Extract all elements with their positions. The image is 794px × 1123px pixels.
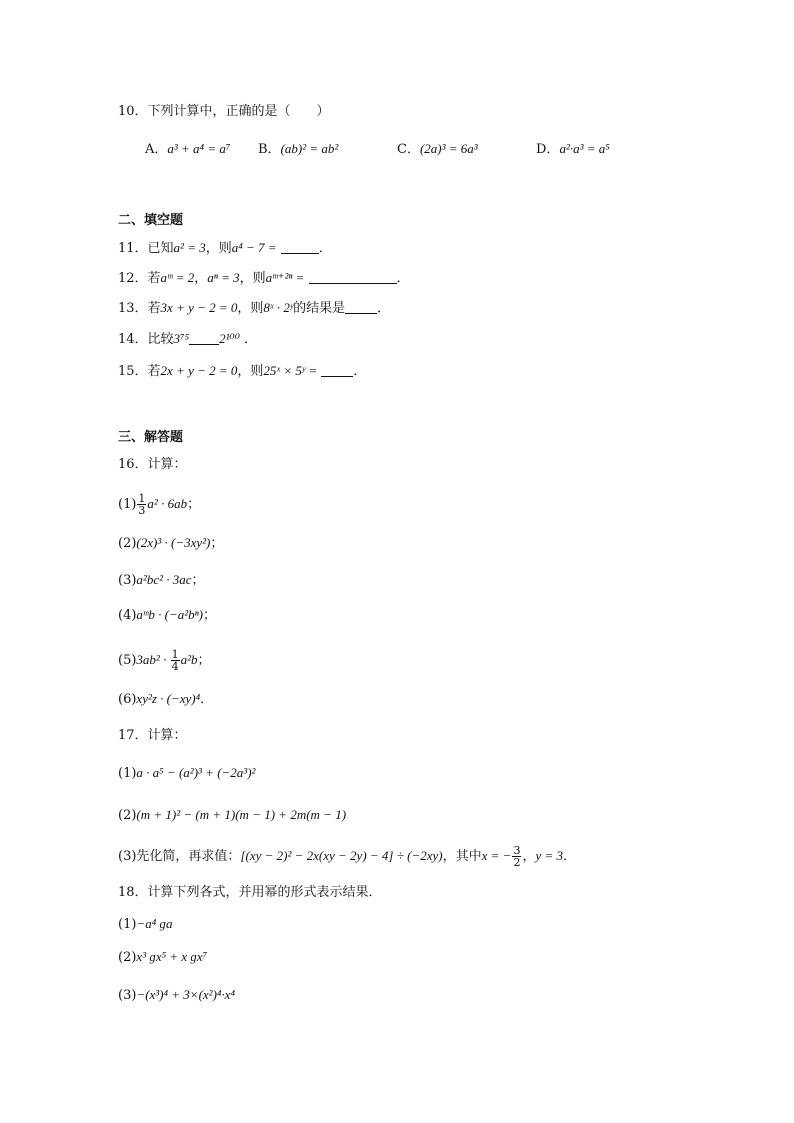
q16-6-expression: xy²z · (−xy)⁴ bbox=[136, 691, 201, 706]
q17-item-2 bbox=[118, 806, 346, 825]
q17-3-x-value: x = − bbox=[481, 848, 512, 863]
q10-b-expression: (ab)² = ab² bbox=[280, 141, 339, 156]
q16-5-expression: 3ab² · bbox=[136, 652, 170, 667]
q10-option-c bbox=[397, 140, 478, 159]
q12-end: ． bbox=[396, 271, 410, 286]
question-14 bbox=[118, 330, 257, 349]
section-2-title: 二、填空题 bbox=[118, 213, 184, 228]
q18-1-number: (1) bbox=[118, 917, 137, 932]
q12-answer-blank bbox=[309, 271, 397, 284]
q10-option-a bbox=[145, 140, 230, 159]
q15-condition: 2x + y − 2 = 0 bbox=[160, 363, 238, 378]
q12-connector: ，则 bbox=[239, 271, 266, 286]
q17-3-expression: [(xy − 2)² − 2x(xy − 2y) − 4] ÷ (−2xy) bbox=[240, 848, 443, 863]
q16-item-5 bbox=[118, 649, 211, 672]
q17-3-connector: ，其中 bbox=[442, 849, 482, 864]
q16-1-numerator: 1 bbox=[138, 492, 146, 505]
q17-3-numerator: 3 bbox=[513, 844, 521, 857]
q16-stem-text: 16．计算： bbox=[118, 457, 187, 472]
q10-d-expression: a²·a³ = a⁵ bbox=[559, 141, 610, 156]
q18-3-expression: −(x³)⁴ + 3×(x²)⁴·x⁴ bbox=[136, 987, 235, 1002]
q12-expression: aᵐ⁺²ⁿ = bbox=[265, 270, 305, 285]
q10-option-d bbox=[536, 140, 610, 159]
q17-3-denominator: 2 bbox=[513, 856, 521, 869]
q16-5-end: ； bbox=[197, 653, 211, 668]
q13-suffix: 的结果是 bbox=[293, 301, 346, 316]
question-12 bbox=[118, 269, 410, 288]
question-15 bbox=[118, 362, 366, 381]
q16-2-end: ； bbox=[210, 536, 224, 551]
q17-3-end: ． bbox=[563, 849, 577, 864]
q15-expression: 25ˣ × 5ʸ = bbox=[263, 363, 318, 378]
q16-6-end: ． bbox=[200, 692, 214, 707]
q16-5-denominator: 4 bbox=[171, 660, 179, 673]
q17-2-number: (2) bbox=[118, 808, 137, 823]
q16-1-denominator: 3 bbox=[138, 504, 146, 517]
q13-answer-blank bbox=[345, 301, 377, 314]
q16-5-fraction bbox=[171, 649, 180, 672]
q18-item-2 bbox=[118, 948, 207, 967]
q11-end: ． bbox=[318, 241, 332, 256]
q17-item-1 bbox=[118, 764, 255, 783]
q16-1-expression: a² · 6ab bbox=[147, 496, 188, 511]
q10-b-label: B． bbox=[258, 142, 281, 157]
q16-4-expression: aᵐb · (−a²bⁿ) bbox=[136, 607, 204, 622]
q17-3-fraction bbox=[512, 845, 521, 868]
q18-item-3 bbox=[118, 986, 235, 1005]
q17-item-3 bbox=[118, 845, 576, 868]
q12-prefix: 12．若 bbox=[118, 271, 161, 286]
q13-connector: ，则 bbox=[237, 301, 264, 316]
q14-left-term: 3⁷⁵ bbox=[173, 331, 190, 346]
question-17-stem bbox=[118, 727, 187, 745]
q17-3-y-value: y = 3 bbox=[535, 848, 563, 863]
q10-c-expression: (2a)³ = 6a³ bbox=[419, 141, 478, 156]
q16-3-expression: a²bc² · 3ac bbox=[136, 572, 192, 587]
q16-3-number: (3) bbox=[118, 573, 137, 588]
q14-answer-blank bbox=[189, 332, 219, 345]
question-13 bbox=[118, 299, 390, 318]
q13-prefix: 13．若 bbox=[118, 301, 161, 316]
q16-item-6 bbox=[118, 690, 213, 709]
q16-item-1 bbox=[118, 493, 200, 516]
q10-stem-text: 10．下列计算中，正确的是（ ） bbox=[118, 104, 330, 119]
q13-end: ． bbox=[377, 301, 391, 316]
q15-answer-blank bbox=[321, 364, 353, 377]
q13-condition: 3x + y − 2 = 0 bbox=[160, 300, 238, 315]
q10-c-label: C． bbox=[397, 142, 420, 157]
q14-right-term: 2¹⁰⁰ bbox=[219, 331, 240, 346]
q18-2-number: (2) bbox=[118, 950, 137, 965]
q16-5-number: (5) bbox=[118, 653, 137, 668]
q16-6-number: (6) bbox=[118, 692, 137, 707]
q11-expression: a⁴ − 7 = bbox=[231, 240, 277, 255]
q13-expression: 8ˣ · 2ʸ bbox=[263, 300, 294, 315]
q18-stem-text: 18．计算下列各式，并用幂的形式表示结果． bbox=[118, 885, 382, 900]
q17-1-number: (1) bbox=[118, 766, 137, 781]
q16-item-3 bbox=[118, 571, 205, 590]
q17-3-instruction: 先化简，再求值： bbox=[136, 849, 241, 864]
q16-item-2 bbox=[118, 534, 223, 553]
q12-condition-1: aᵐ = 2 bbox=[160, 270, 195, 285]
section-3-title: 三、解答题 bbox=[118, 430, 184, 445]
q14-prefix: 14．比较 bbox=[118, 332, 174, 347]
question-18-stem bbox=[118, 884, 382, 902]
section-heading-solve bbox=[118, 429, 183, 447]
q16-3-end: ； bbox=[191, 573, 205, 588]
q18-1-expression: −a⁴ ɡa bbox=[136, 916, 173, 931]
q18-item-1 bbox=[118, 915, 172, 934]
q14-end: ． bbox=[244, 332, 258, 347]
q17-2-expression: (m + 1)² − (m + 1)(m − 1) + 2m(m − 1) bbox=[136, 807, 347, 822]
q16-2-number: (2) bbox=[118, 536, 137, 551]
q11-answer-blank bbox=[281, 241, 319, 254]
q17-3-separator: ， bbox=[522, 849, 536, 864]
q17-stem-text: 17．计算： bbox=[118, 728, 187, 743]
q16-2-expression: (2x)³ · (−3xy²) bbox=[136, 535, 211, 550]
section-heading-fill-in bbox=[118, 212, 183, 230]
q16-1-end: ； bbox=[187, 497, 201, 512]
q15-prefix: 15．若 bbox=[118, 364, 161, 379]
q16-item-4 bbox=[118, 606, 216, 625]
question-10-stem bbox=[118, 103, 330, 121]
q16-5-expression-tail: a²b bbox=[180, 652, 198, 667]
q15-end: ． bbox=[353, 364, 367, 379]
q11-condition: a² = 3 bbox=[173, 240, 206, 255]
q17-1-expression: a · a⁵ − (a²)³ + (−2a³)² bbox=[136, 765, 256, 780]
q16-1-number: (1) bbox=[118, 497, 137, 512]
q16-4-end: ； bbox=[203, 608, 217, 623]
q16-4-number: (4) bbox=[118, 608, 137, 623]
question-16-stem bbox=[118, 456, 187, 474]
question-11 bbox=[118, 239, 332, 258]
q17-3-number: (3) bbox=[118, 849, 137, 864]
q10-d-label: D． bbox=[536, 142, 560, 157]
q15-connector: ，则 bbox=[237, 364, 264, 379]
q10-a-expression: a³ + a⁴ = a⁷ bbox=[167, 141, 231, 156]
q10-option-b bbox=[258, 140, 338, 159]
q12-separator: ， bbox=[194, 271, 208, 286]
q16-1-fraction bbox=[137, 493, 146, 516]
q18-2-expression: x³ ɡx⁵ + x ɡx⁷ bbox=[136, 949, 208, 964]
q16-5-numerator: 1 bbox=[171, 648, 179, 661]
q10-a-label: A． bbox=[145, 142, 168, 157]
q11-prefix: 11．已知 bbox=[118, 241, 174, 256]
q11-connector: ，则 bbox=[205, 241, 232, 256]
q12-condition-2: aⁿ = 3 bbox=[207, 270, 240, 285]
q18-3-number: (3) bbox=[118, 988, 137, 1003]
